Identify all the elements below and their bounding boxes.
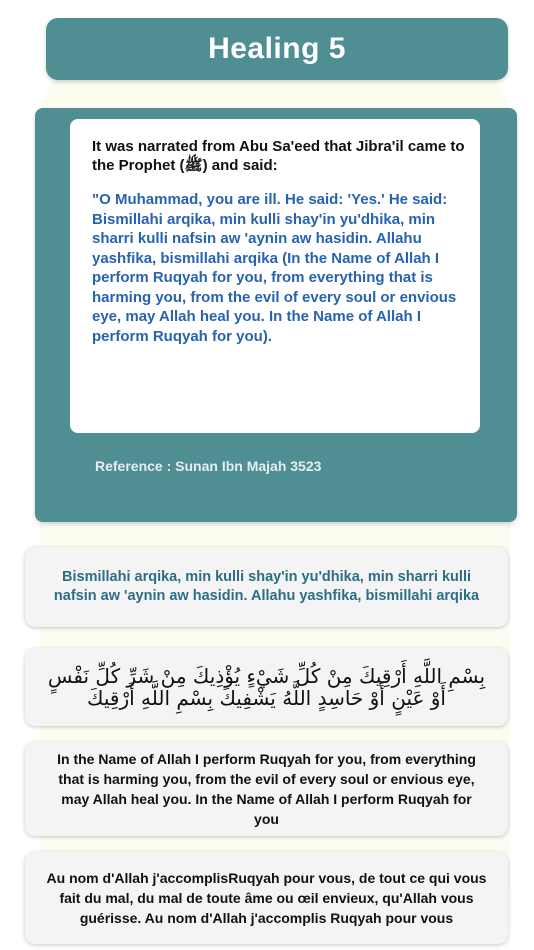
- transliteration-box: [25, 547, 508, 627]
- french-translation-text: Au nom d'Allah j'accomplisRuqyah pour vous, de tout ce qui vous fait du mal, du mal de toute âme ou œil envieux, qu'Allah vous guérisse. Au nom d'Allah j'accomplis Ruqyah pour vous: [46, 870, 487, 926]
- page-title-bar: [46, 18, 508, 80]
- english-translation-text: In the Name of Allah I perform Ruqyah for you, from everything that is harming you, from the evil of every soul or envious eye, may Allah heal you. In the Name of Allah I perform Ruqyah for you: [57, 751, 476, 827]
- hadith-text-box: [70, 119, 480, 433]
- french-translation-box: [25, 852, 508, 944]
- hadith-text: "O Muhammad, you are ill. He said: 'Yes.' He said: Bismillahi arqika, min kulli shay'in yu'dhika, min sharri kulli nafsin aw 'aynin aw hasidin. Allahu yashfika, bismillahi arqika (In the Name of Allah I perform Ruqyah for you, from everything that is harming you, from the evil of every soul or envious eye, may Allah heal you. In the Name of Allah I perform Ruqyah for you).: [92, 191, 457, 345]
- hadith-intro: It was narrated from Abu Sa'eed that Jibra'il came to the Prophet (ﷺ) and said:: [92, 138, 465, 174]
- english-translation-box: [25, 742, 508, 836]
- transliteration-text: Bismillahi arqika, min kulli shay'in yu'dhika, min sharri kulli nafsin aw 'aynin aw hasidin. Allahu yashfika, bismillahi arqika: [53, 569, 480, 604]
- hadith-card: [35, 108, 517, 522]
- hadith-reference: Reference : Sunan Ibn Majah 3523: [95, 458, 322, 474]
- arabic-text: بِسْمِ اللَّهِ أَرْقِيكَ مِنْ كُلِّ شَيْءٍ يُؤْذِيكَ مِنْ شَرِّ كُلِّ نَفْسٍ أَوْ عَيْنٍ أَوْ حَاسِدٍ اللَّهُ يَشْفِيكَ بِسْمِ اللَّهِ أَرْقِيكَ: [47, 664, 486, 710]
- page-title: Healing 5: [208, 32, 346, 65]
- arabic-box: [25, 648, 508, 726]
